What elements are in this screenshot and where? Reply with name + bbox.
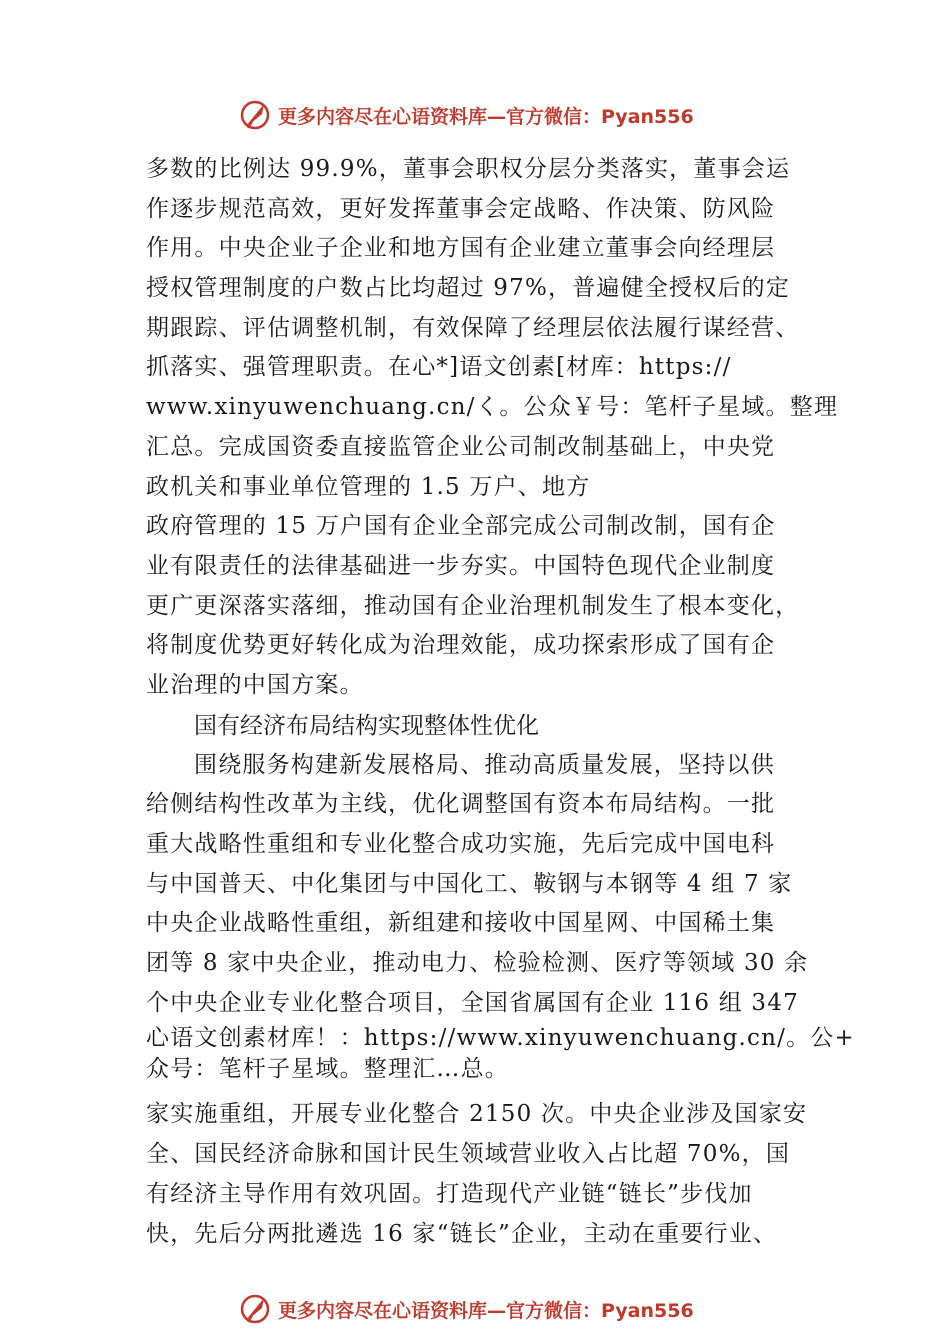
text-line: 快，先后分两批遴选 16 家“链长”企业，主动在重要行业、 xyxy=(146,1220,778,1247)
text-line: 重大战略性重组和专业化整合成功实施，先后完成中国电科 xyxy=(146,831,776,857)
text-line: 业治理的中国方案。 xyxy=(146,671,364,698)
text-line: 有经济主导作用有效巩固。打造现代产业链“链长”步伐加 xyxy=(146,1180,753,1207)
text-line: 将制度优势更好转化成为治理效能，成功探索形成了国有企 xyxy=(146,632,776,659)
text-line: 中央企业战略性重组，新组建和接收中国星网、中国稀土集 xyxy=(146,910,776,937)
text-line: www.xinyuwenchuang.cn/く。公众￥号：笔杆子星域。整理 xyxy=(146,394,839,421)
paragraph-governance xyxy=(146,150,846,706)
section-heading: 国有经济布局结构实现整体性优化 xyxy=(194,712,539,739)
footer-banner xyxy=(238,1290,758,1328)
text-line: 与中国普天、中化集团与中国化工、鞍钢与本钢等 4 组 7 家 xyxy=(146,870,793,897)
text-line: 团等 8 家中央企业，推动电力、检验检测、医疗等领域 30 余 xyxy=(146,950,809,977)
watermark-ad-block xyxy=(146,1023,855,1085)
text-line: 家实施重组，开展专业化整合 2150 次。中央企业涉及国家安 xyxy=(146,1101,808,1128)
text-line: 抓落实、强管理职责。在心*]语文创素[材库：https:// xyxy=(146,354,732,381)
text-line: 个中央企业专业化整合项目，全国省属国有企业 116 组 347 xyxy=(146,989,799,1016)
text-line: 汇总。完成国资委直接监管企业公司制改制基础上，中央党 xyxy=(146,433,776,460)
quill-logo-icon xyxy=(238,1292,272,1326)
text-line: 政府管理的 15 万户国有企业全部完成公司制改制，国有企 xyxy=(146,513,776,540)
paragraph-continued xyxy=(146,1095,846,1254)
text-line: 围绕服务构建新发展格局、推动高质量发展，坚持以供 xyxy=(194,751,775,778)
text-line: 业有限责任的法律基础进一步夯实。中国特色现代企业制度 xyxy=(146,552,776,579)
text-line: 期跟踪、评估调整机制，有效保障了经理层依法履行谋经营、 xyxy=(146,314,800,341)
text-line: 给侧结构性改革为主线，优化调整国有资本布局结构。一批 xyxy=(146,791,776,818)
header-banner xyxy=(238,96,758,134)
text-line: 更广更深落实落细，推动国有企业治理机制发生了根本变化， xyxy=(146,592,800,619)
text-line: 全、国民经济命脉和国计民生领域营业收入占比超 70%，国 xyxy=(146,1141,791,1168)
text-line: 授权管理制度的户数占比均超过 97%，普遍健全授权后的定 xyxy=(146,275,791,302)
ad-line: 众号：笔杆子星域。整理汇…总。 xyxy=(146,1056,509,1083)
quill-logo-icon xyxy=(238,98,272,132)
text-line: 作逐步规范高效，更好发挥董事会定战略、作决策、防风险 xyxy=(146,195,776,222)
text-line: 作用。中央企业子企业和地方国有企业建立董事会向经理层 xyxy=(146,235,776,262)
text-line: 多数的比例达 99.9%，董事会职权分层分类落实，董事会运 xyxy=(146,156,791,182)
text-line: 政机关和事业单位管理的 1.5 万户、地方 xyxy=(146,473,591,500)
paragraph-layout xyxy=(146,746,846,1024)
document-body xyxy=(146,150,855,1254)
banner-text: 更多内容尽在心语资料库—官方微信：Pyan556 xyxy=(278,1299,694,1322)
ad-line: 心语文创素材库！：https://www.xinyuwenchuang.cn/。公+ xyxy=(146,1025,855,1052)
banner-text: 更多内容尽在心语资料库—官方微信：Pyan556 xyxy=(278,105,694,128)
